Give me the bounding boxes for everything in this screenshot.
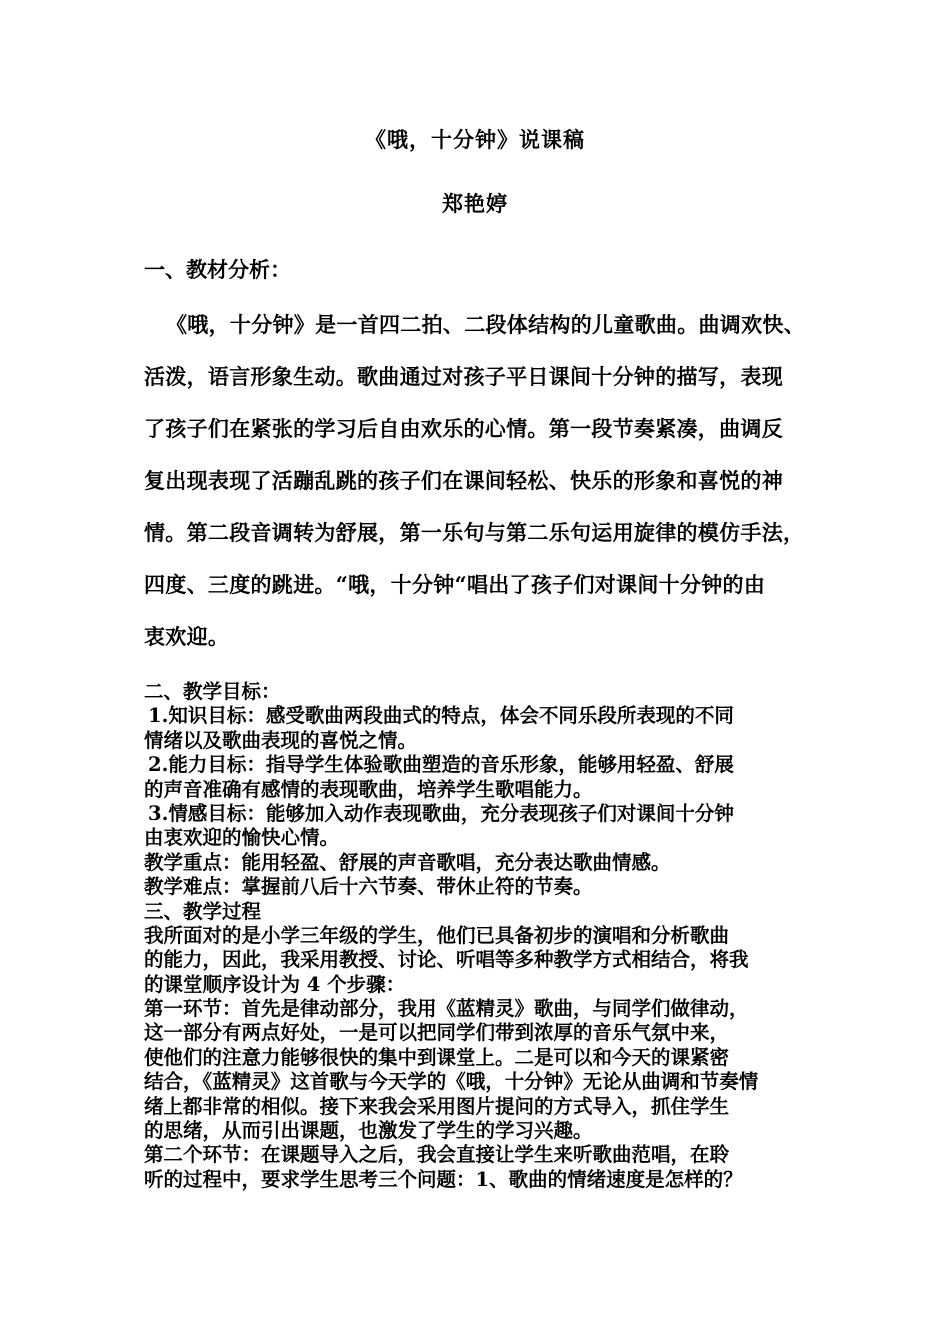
document-title: 《哦，十分钟》说课稿 bbox=[365, 127, 585, 152]
process-line: 第二个环节：在课题导入之后，我会直接让学生来听歌曲范唱，在聆 bbox=[144, 1143, 730, 1167]
teaching-focus-line: 教学重点：能用轻盈、舒展的声音歌唱，充分表达歌曲情感。 bbox=[144, 850, 671, 874]
paragraph-line: 活泼，语言形象生动。歌曲通过对孩子平日课间十分钟的描写，表现 bbox=[144, 364, 783, 389]
document-author: 郑艳婷 bbox=[442, 191, 508, 216]
paragraph-line: 了孩子们在紧张的学习后自由欢乐的心情。第一段节奏紧凑，曲调反 bbox=[144, 416, 783, 441]
process-line: 我所面对的是小学三年级的学生，他们已具备初步的演唱和分析歌曲 bbox=[144, 923, 730, 947]
section-heading-teaching-goals: 二、教学目标： bbox=[144, 680, 281, 703]
goal-knowledge-line: 1.知识目标：感受歌曲两段曲式的特点，体会不同乐段所表现的不同 bbox=[148, 704, 734, 728]
process-line: 第一环节：首先是律动部分，我用《蓝精灵》歌曲，与同学们做律动， bbox=[144, 997, 749, 1021]
teaching-content-block bbox=[144, 680, 812, 1192]
goal-ability-line: 的声音准确有感情的表现歌曲，培养学生歌唱能力。 bbox=[144, 777, 593, 801]
process-line: 绪上都非常的相似。接下来我会采用图片提问的方式导入，抓住学生 bbox=[144, 1094, 730, 1118]
goal-emotion-line: 由衷欢迎的愉快心情。 bbox=[144, 826, 340, 850]
paragraph-line: 情。第二段音调转为舒展，第一乐句与第二乐句运用旋律的模仿手法， bbox=[144, 520, 805, 545]
materials-analysis-paragraph bbox=[144, 314, 812, 678]
process-line: 听的过程中，要求学生思考三个问题：1、歌曲的情绪速度是怎样的？ bbox=[144, 1167, 743, 1191]
process-line: 的思绪，从而引出课题，也激发了学生的学习兴趣。 bbox=[144, 1119, 593, 1143]
process-line: 结合，《蓝精灵》这首歌与今天学的《哦，十分钟》无论从曲调和节奏情 bbox=[144, 1070, 759, 1094]
paragraph-line: 《哦，十分钟》是一首四二拍、二段体结构的儿童歌曲。曲调欢快、 bbox=[166, 312, 805, 337]
goal-ability-line: 2.能力目标：指导学生体验歌曲塑造的音乐形象，能够用轻盈、舒展 bbox=[148, 753, 734, 777]
section-heading-materials-analysis: 一、教材分析： bbox=[144, 257, 291, 282]
section-heading-teaching-process: 三、教学过程 bbox=[144, 899, 262, 923]
process-line: 的能力，因此，我采用教授、讨论、听唱等多种教学方式相结合，将我 bbox=[144, 948, 749, 972]
process-line: 使他们的注意力能够很快的集中到课堂上。二是可以和今天的课紧密 bbox=[144, 1045, 730, 1069]
process-line: 的课堂顺序设计为 4 个步骤： bbox=[144, 972, 406, 996]
paragraph-line: 复出现表现了活蹦乱跳的孩子们在课间轻松、快乐的形象和喜悦的神 bbox=[144, 468, 783, 493]
teaching-difficulty-line: 教学难点：掌握前八后十六节奏、带休止符的节奏。 bbox=[144, 875, 593, 899]
process-line: 这一部分有两点好处，一是可以把同学们带到浓厚的音乐气氛中来， bbox=[144, 1021, 730, 1045]
paragraph-line: 衷欢迎。 bbox=[144, 624, 230, 649]
paragraph-line: 四度、三度的跳进。“哦，十分钟“唱出了孩子们对课间十分钟的由 bbox=[144, 572, 766, 597]
goal-knowledge-line: 情绪以及歌曲表现的喜悦之情。 bbox=[144, 728, 418, 752]
goal-emotion-line: 3.情感目标：能够加入动作表现歌曲，充分表现孩子们对课间十分钟 bbox=[148, 801, 734, 825]
